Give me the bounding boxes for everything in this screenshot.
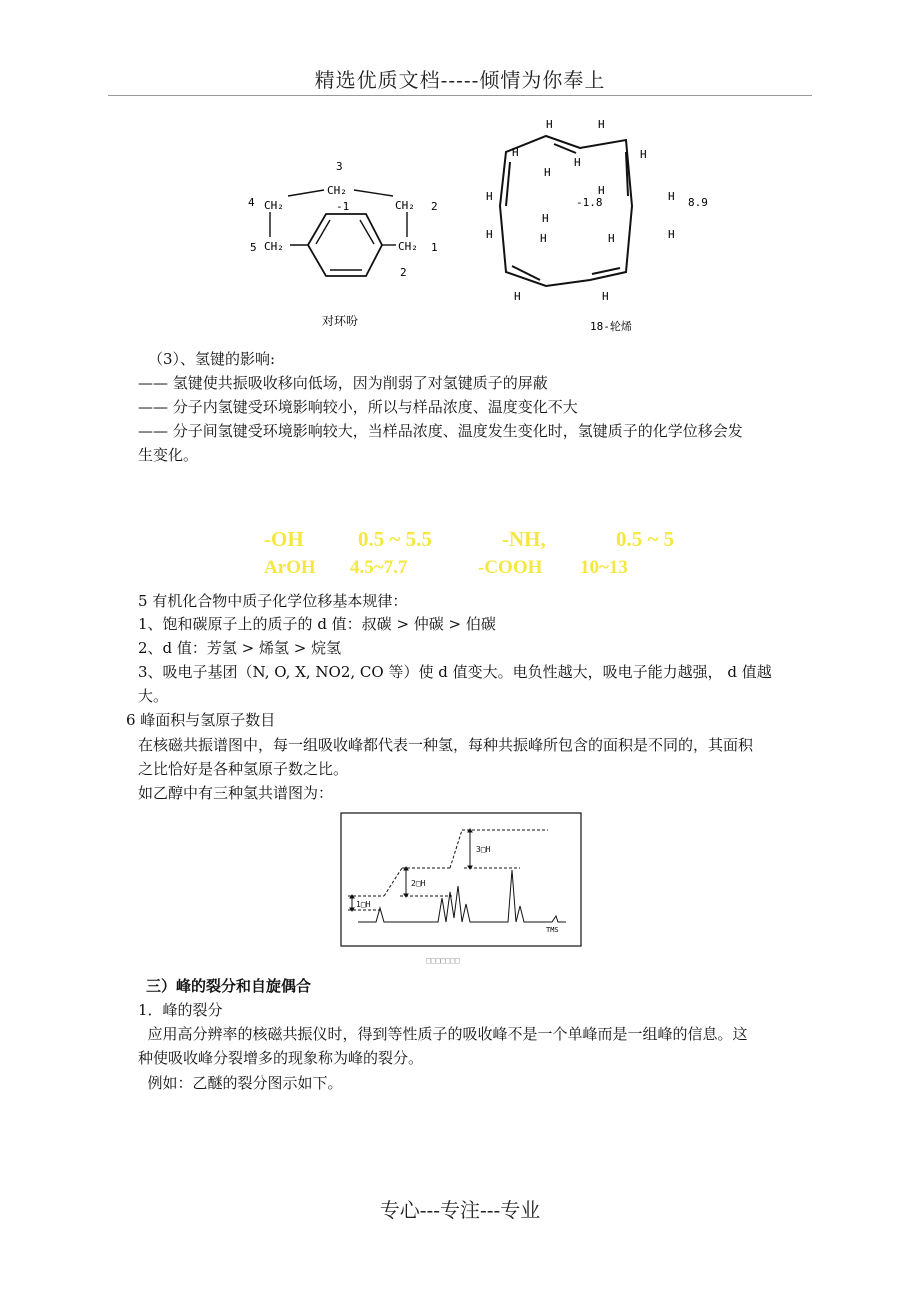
page-header: 精选优质文档-----倾情为你奉上 xyxy=(314,68,606,92)
atom-c1: CH₂ xyxy=(398,240,418,253)
section5-item: 3、吸电子基团（N, O, X, NO2, CO 等）使 d 值变大。电负性越大，吸电子能力越强， d 值越 xyxy=(138,663,772,681)
shift-nh: -NH, xyxy=(502,527,546,551)
shift-oh-range: 0.5 ~ 5.5 xyxy=(358,527,432,551)
shift-cooh: -COOH xyxy=(478,557,543,578)
cyclophane-structure-figure xyxy=(230,150,450,335)
h-bond-line: —— 分子内氢键受环境影响较小，所以与样品浓度、温度变化不大 xyxy=(138,398,578,416)
section3-title: 三）峰的裂分和自旋偶合 xyxy=(146,977,312,995)
label-3: 3 xyxy=(336,160,343,173)
step-label-3h: 3□H xyxy=(476,845,491,854)
atom-c2-left: CH₂ xyxy=(264,199,284,212)
section5-item: 大。 xyxy=(138,687,169,705)
h-atom: H xyxy=(640,148,647,161)
h-bond-title: （3）、氢键的影响: xyxy=(148,350,276,368)
shift-aroh-range: 4.5~7.7 xyxy=(350,557,408,578)
shift-oh: -OH xyxy=(264,527,304,551)
section5-item: 1、饱和碳原子上的质子的 d 值：叔碳 > 仲碳 > 伯碳 xyxy=(138,615,496,633)
h-bond-line: —— 氢键使共振吸收移向低场，因为削弱了对氢键质子的屏蔽 xyxy=(138,374,548,392)
atom-c5: CH₂ xyxy=(264,240,284,253)
label-4: 4 xyxy=(248,196,255,209)
section3-line: 种使吸收峰分裂增多的现象称为峰的裂分。 xyxy=(138,1049,424,1067)
h-atom: H xyxy=(486,190,493,203)
h-atom: H xyxy=(668,190,675,203)
label-2b: 2 xyxy=(400,266,407,279)
header-rule xyxy=(108,95,812,96)
h-atom: H xyxy=(608,232,615,245)
step-label-1h: 1□H xyxy=(356,900,371,909)
h-atom: H xyxy=(514,290,521,303)
h-atom: H xyxy=(542,212,549,225)
h-atom: H xyxy=(598,184,605,197)
atom-c3: CH₂ xyxy=(327,184,347,197)
shift-cooh-range: 10~13 xyxy=(580,557,628,578)
spectrum-caption: □□□□□□□ xyxy=(426,956,460,965)
label-5: 5 xyxy=(250,241,257,254)
label-minus1: -1 xyxy=(336,200,350,213)
outer-shift-label: 8.9 xyxy=(688,196,708,209)
section6-line: 之比恰好是各种氢原子数之比。 xyxy=(138,760,349,778)
h-atom: H xyxy=(602,290,609,303)
h-atom: H xyxy=(546,118,553,131)
h-atom: H xyxy=(668,228,675,241)
figure1-caption: 对环吩 xyxy=(322,314,359,328)
shift-nh-range: 0.5 ~ 5 xyxy=(616,527,675,551)
step-label-2h: 2□H xyxy=(411,879,426,888)
h-bond-line: 生变化。 xyxy=(138,446,199,464)
section6-title: 6 峰面积与氢原子数目 xyxy=(126,711,276,729)
page-footer: 专心---专注---专业 xyxy=(379,1198,541,1222)
h-atom: H xyxy=(486,228,493,241)
shift-aroh: ArOH xyxy=(264,557,316,578)
h-atom: H xyxy=(512,146,519,159)
ethanol-nmr-spectrum xyxy=(340,812,582,970)
section6-line: 如乙醇中有三种氢共谱图为： xyxy=(138,784,334,802)
annulene-structure-figure xyxy=(480,108,720,343)
figure2-caption: 18-轮烯 xyxy=(590,320,632,333)
h-atom: H xyxy=(598,118,605,131)
section5-item: 2、d 值：芳氢 > 烯氢 > 烷氢 xyxy=(138,639,342,657)
section5-title: 5 有机化合物中质子化学位移基本规律： xyxy=(138,592,408,610)
section3-line: 应用高分辨率的核磁共振仪时，得到等性质子的吸收峰不是一个单峰而是一组峰的信息。这 xyxy=(138,1025,748,1043)
h-atom: H xyxy=(544,166,551,179)
section3-line: 例如：乙醚的裂分图示如下。 xyxy=(138,1074,343,1092)
inner-shift-label: -1.8 xyxy=(576,196,603,209)
h-atom: H xyxy=(540,232,547,245)
section6-line: 在核磁共振谱图中，每一组吸收峰都代表一种氢，每种共振峰所包含的面积是不同的，其面积 xyxy=(138,736,754,754)
label-1: 1 xyxy=(431,241,438,254)
tms-label: TMS xyxy=(546,926,559,934)
h-bond-line: —— 分子间氢键受环境影响较大，当样品浓度、温度发生变化时，氢键质子的化学位移会发 xyxy=(138,422,743,440)
label-2a: 2 xyxy=(431,200,438,213)
atom-c2-right: CH₂ xyxy=(395,199,415,212)
section3-subtitle: 1．峰的裂分 xyxy=(138,1001,223,1019)
h-atom: H xyxy=(574,156,581,169)
